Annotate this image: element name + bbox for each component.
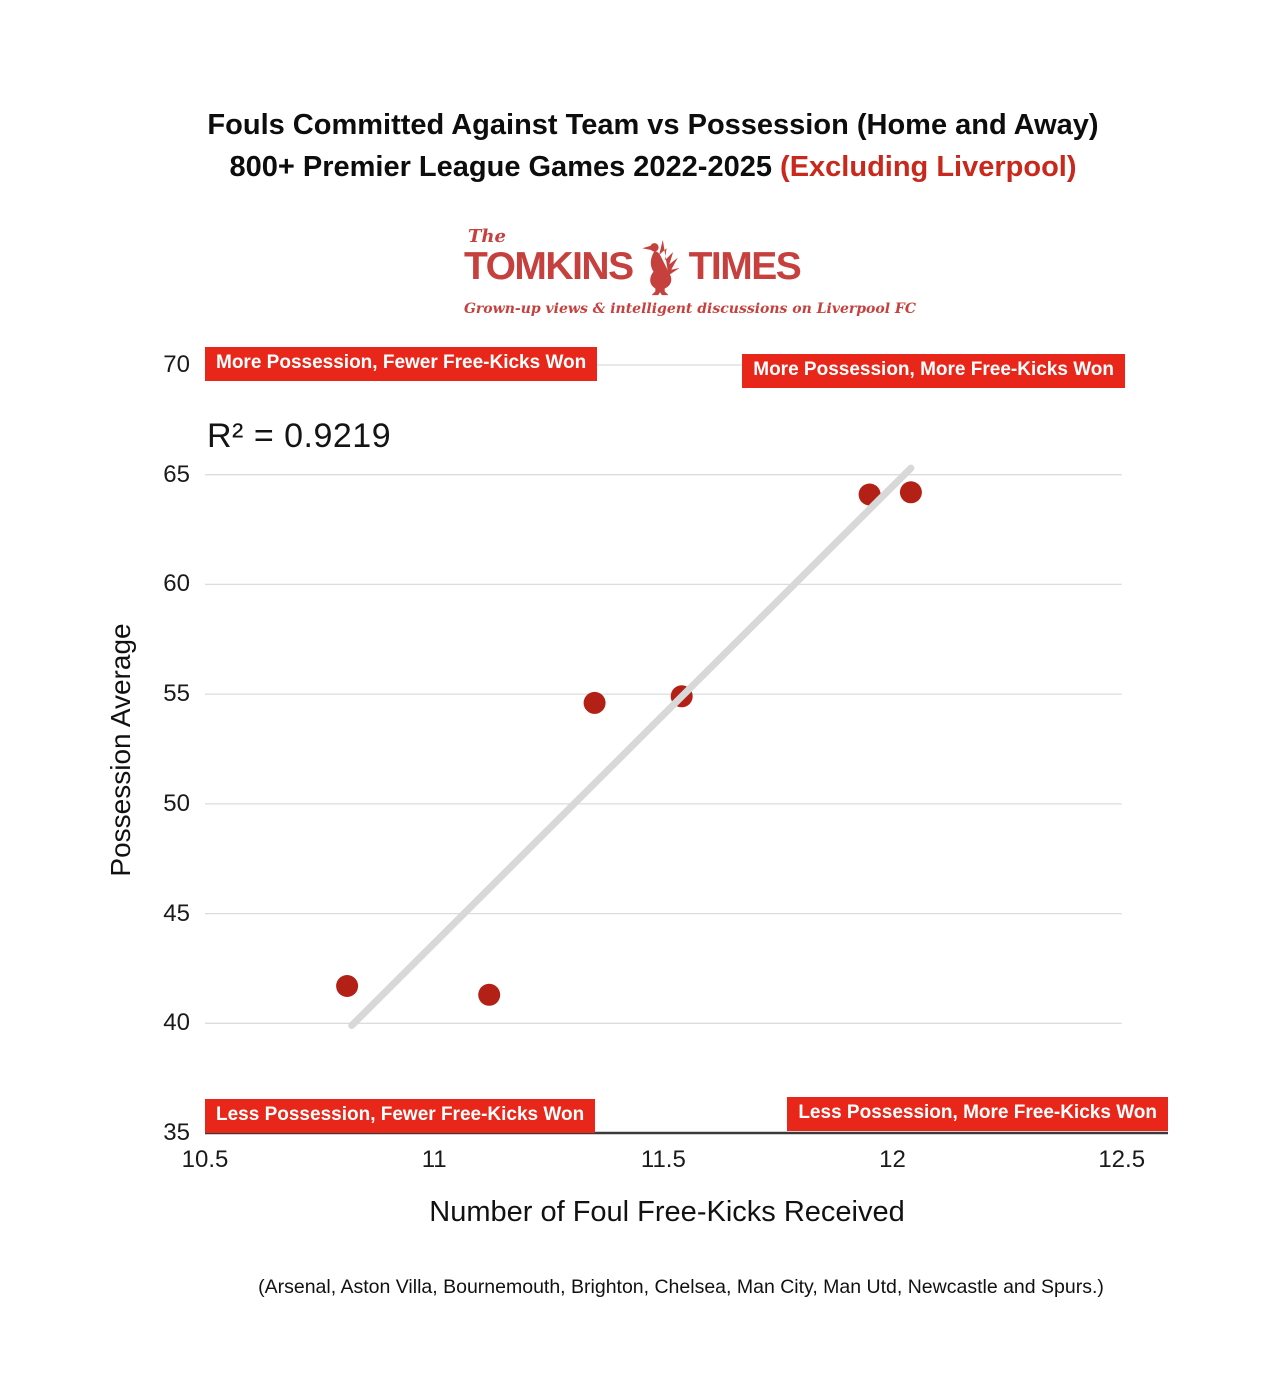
- x-axis-title: Number of Foul Free-Kicks Received: [429, 1196, 905, 1228]
- x-tick-label: 12.5: [1098, 1146, 1146, 1173]
- x-tick-label: 11.5: [640, 1146, 686, 1173]
- y-tick-label: 35: [163, 1119, 190, 1146]
- quadrant-label-bottom-right: Less Possession, More Free-Kicks Won: [787, 1097, 1168, 1131]
- data-point: [336, 975, 358, 997]
- y-axis-title: Possession Average: [105, 623, 136, 877]
- logo-tagline: Grown-up views & intelligent discussions on Liverpool FC: [463, 301, 917, 317]
- trend-line: [352, 468, 911, 1025]
- quadrant-label-top-right: More Possession, More Free-Kicks Won: [742, 354, 1125, 388]
- x-tick-label: 10.5: [181, 1146, 229, 1173]
- data-point: [478, 984, 500, 1006]
- y-tick-label: 70: [163, 351, 190, 378]
- y-tick-label: 50: [163, 789, 190, 817]
- y-tick-label: 45: [163, 899, 190, 927]
- chart-title-line2-red: (Excluding Liverpool): [780, 151, 1077, 183]
- data-point: [584, 692, 606, 714]
- logo-word-times: TIMES: [688, 245, 801, 288]
- logo-the-text: The: [467, 226, 506, 247]
- quadrant-label-top-left: More Possession, Fewer Free-Kicks Won: [205, 347, 597, 381]
- y-tick-label: 40: [163, 1009, 190, 1037]
- chart-title-line1: Fouls Committed Against Team vs Possession (Home and Away): [207, 109, 1099, 141]
- teams-caption: (Arsenal, Aston Villa, Bournemouth, Brighton, Chelsea, Man City, Man Utd, Newcastle and Spurs.): [258, 1276, 1104, 1298]
- y-tick-label: 60: [163, 570, 190, 598]
- y-tick-label: 65: [163, 460, 190, 488]
- logo-word-tomkins: TOMKINS: [463, 245, 633, 288]
- quadrant-label-bottom-left: Less Possession, Fewer Free-Kicks Won: [205, 1099, 595, 1133]
- y-tick-label: 55: [163, 680, 190, 708]
- chart-title-line2-black: 800+ Premier League Games 2022-2025: [229, 151, 772, 183]
- r-squared-annotation: R² = 0.9219: [207, 417, 392, 455]
- x-tick-label: 12: [879, 1146, 906, 1173]
- data-point: [900, 481, 922, 503]
- x-tick-label: 11: [421, 1146, 447, 1173]
